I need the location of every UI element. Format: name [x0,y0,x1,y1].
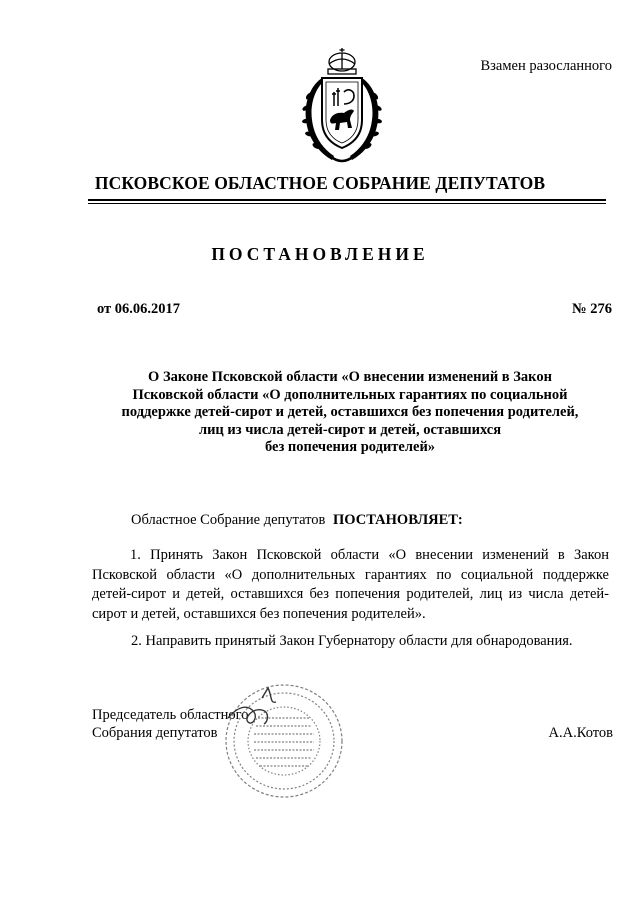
preamble [131,512,463,529]
preamble-resolves: ПОСТАНОВЛЯЕТ: [333,512,463,528]
replacement-note: Взамен разосланного [480,58,612,74]
resolution-item-2: 2. Направить принятый Закон Губернатору области для обнародования. [131,633,573,649]
preamble-text: Областное Собрание депутатов [131,512,326,528]
resolution-item-1 [92,546,609,624]
subject-line: без попечения родителей» [264,439,436,456]
organization-title: ПСКОВСКОЕ ОБЛАСТНОЕ СОБРАНИЕ ДЕПУТАТОВ [94,173,546,193]
subject-line: поддержке детей-сирот и детей, оставшихся без попечения родителей, [121,404,579,421]
document-subject [90,369,610,457]
signatory-title-line: Председатель областного [92,707,249,723]
item-line: 1. Принять Закон Псковской области «О внесении изменений в Закон [130,547,609,563]
document-number: № 276 [572,301,612,317]
header-divider [88,199,606,201]
document-date: от 06.06.2017 [97,301,181,317]
document-type: ПОСТАНОВЛЕНИЕ [211,244,429,264]
item-line: сирот и детей, оставшихся без попечения родителей». [92,605,426,622]
coat-of-arms-emblem [292,48,392,168]
official-seal-stamp [218,678,348,804]
subject-line: Псковской области «О дополнительных гарантиях по социальной [132,386,568,403]
subject-line: лиц из числа детей-сирот и детей, оставшихся [198,421,502,438]
item-line: детей-сирот и детей, оставшихся без попечения родителей, лиц из числа детей- [92,586,609,602]
subject-line: О Законе Псковской области «О внесении изменений в Закон [148,369,552,385]
signatory-title-line: Собрания депутатов [92,724,218,741]
item-line: Псковской области «О дополнительных гарантиях по социальной поддержке [92,566,609,583]
header-divider-thin [88,203,606,204]
signatory-name: А.А.Котов [548,725,613,741]
